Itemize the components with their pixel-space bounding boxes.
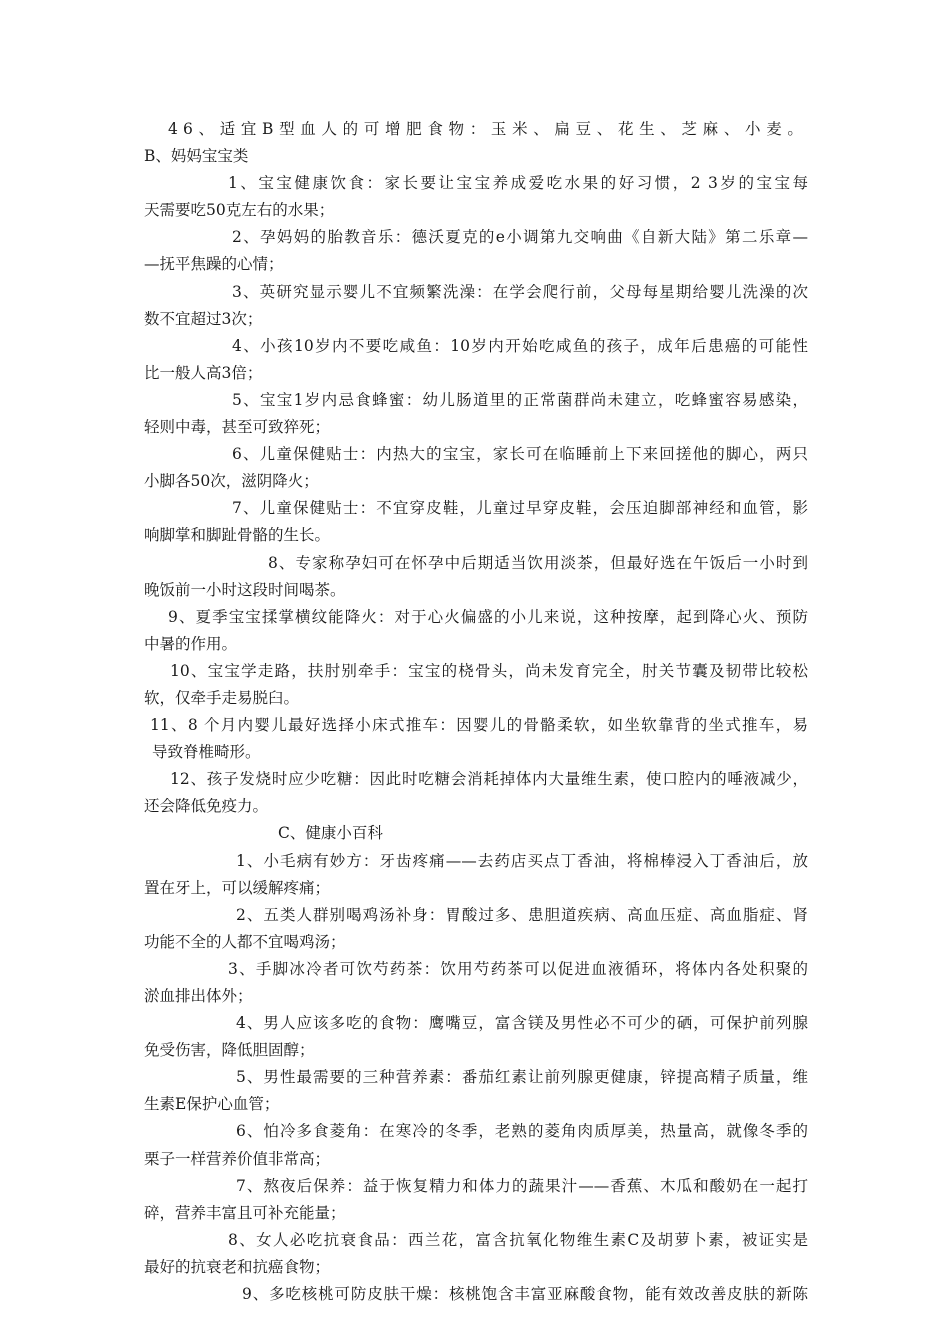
item-b10-line2: 软，仅牵手走易脱臼。: [144, 688, 300, 707]
item-b4-line1: 4、小孩10岁内不要吃咸鱼：10岁内开始吃咸鱼的孩子，成年后患癌的可能性: [232, 336, 808, 355]
item-c1-line2: 置在牙上，可以缓解疼痛；: [144, 878, 331, 897]
item-c4-line1: 4、男人应该多吃的食物：鹰嘴豆，富含镁及男性必不可少的硒，可保护前列腺: [236, 1014, 808, 1033]
item-c3-line2: 淤血排出体外；: [144, 987, 253, 1005]
item-b12-line1: 12、孩子发烧时应少吃糖：因此时吃糖会消耗掉体内大量维生素，使口腔内的唾液减少，: [170, 770, 808, 789]
item-b6-line2: 小脚各50次，滋阴降火；: [144, 472, 319, 491]
item-c6-line1: 6、怕冷多食菱角：在寒冷的冬季，老熟的菱角肉质厚美，热量高，就像冬季的: [236, 1122, 808, 1141]
section-c-title: C、健康小百科: [278, 824, 383, 843]
item-b9-line1: 9、夏季宝宝揉掌横纹能降火：对于心火偏盛的小儿来说，这种按摩，起到降心火、预防: [168, 607, 808, 626]
item-c8-line2: 最好的抗衰老和抗癌食物；: [144, 1257, 331, 1276]
item-b2-line1: 2、孕妈妈的胎教音乐：德沃夏克的e小调第九交响曲《自新大陆》第二乐章—: [232, 228, 808, 247]
item-b3-line2: 数不宜超过3次；: [144, 309, 263, 328]
item-b11-line2: 导致脊椎畸形。: [152, 743, 261, 762]
item-b5-line1: 5、宝宝1岁内忌食蜂蜜：幼儿肠道里的正常菌群尚未建立，吃蜂蜜容易感染，: [232, 390, 808, 409]
item-c7-line2: 碎，营养丰富且可补充能量；: [144, 1203, 346, 1222]
item-c2-line1: 2、五类人群别喝鸡汤补身：胃酸过多、患胆道疾病、高血压症、高血脂症、肾: [236, 905, 808, 924]
item-b11-line1: 11、8 个月内婴儿最好选择小床式推车：因婴儿的骨骼柔软，如坐软靠背的坐式推车，易: [150, 716, 808, 735]
item-b1-line1: 1、宝宝健康饮食：家长要让宝宝养成爱吃水果的好习惯，2 3岁的宝宝每: [228, 174, 808, 193]
section-b-title: B、妈妈宝宝类: [144, 147, 249, 166]
item-b4-line2: 比一般人高3倍；: [144, 363, 263, 382]
item-46: 46、适宜B型血人的可增肥食物：玉米、扁豆、花生、芝麻、小麦。: [168, 120, 808, 138]
item-b9-line2: 中暑的作用。: [144, 634, 238, 653]
item-c6-line2: 栗子一样营养价值非常高；: [144, 1149, 331, 1168]
item-c4-line2: 免受伤害，降低胆固醇；: [144, 1041, 315, 1060]
item-c3-line1: 3、手脚冰冷者可饮芍药茶：饮用芍药茶可以促进血液循环，将体内各处积聚的: [228, 959, 808, 978]
item-b7-line1: 7、儿童保健贴士：不宜穿皮鞋，儿童过早穿皮鞋，会压迫脚部神经和血管，影: [232, 499, 808, 518]
item-c1-line1: 1、小毛病有妙方：牙齿疼痛——去药店买点丁香油，将棉棒浸入丁香油后，放: [236, 851, 808, 870]
item-c7-line1: 7、熬夜后保养：益于恢复精力和体力的蔬果汁——香蕉、木瓜和酸奶在一起打: [236, 1176, 808, 1195]
item-b2-line2: —抚平焦躁的心情；: [144, 255, 284, 274]
item-b12-line2: 还会降低免疫力。: [144, 797, 269, 816]
item-b1-line2: 天需要吃50克左右的水果；: [144, 201, 335, 220]
item-c2-line2: 功能不全的人都不宜喝鸡汤；: [144, 932, 346, 951]
item-b5-line2: 轻则中毒，甚至可致猝死；: [144, 418, 331, 437]
item-b7-line2: 响脚掌和脚趾骨骼的生长。: [144, 526, 331, 545]
document-body: [144, 116, 808, 1308]
item-b3-line1: 3、英研究显示婴儿不宜频繁洗澡：在学会爬行前，父母每星期给婴儿洗澡的次: [232, 282, 808, 301]
item-b8-line1: 8、专家称孕妇可在怀孕中后期适当饮用淡茶，但最好选在午饭后一小时到: [268, 553, 808, 572]
item-b8-line2: 晚饭前一小时这段时间喝茶。: [144, 580, 346, 599]
item-c8-line1: 8、女人必吃抗衰食品：西兰花，富含抗氧化物维生素C及胡萝卜素，被证实是: [228, 1230, 808, 1249]
item-c5-line1: 5、男性最需要的三种营养素：番茄红素让前列腺更健康，锌提高精子质量，维: [236, 1068, 808, 1087]
item-b10-line1: 10、宝宝学走路，扶肘别牵手：宝宝的桡骨头，尚未发育完全，肘关节囊及韧带比较松: [170, 661, 808, 680]
item-b6-line1: 6、儿童保健贴士：内热大的宝宝，家长可在临睡前上下来回搓他的脚心，两只: [232, 445, 808, 464]
item-c5-line2: 生素E保护心血管；: [144, 1095, 280, 1114]
item-c9-line1: 9、多吃核桃可防皮肤干燥：核桃饱含丰富亚麻酸食物，能有效改善皮肤的新陈: [242, 1285, 808, 1304]
